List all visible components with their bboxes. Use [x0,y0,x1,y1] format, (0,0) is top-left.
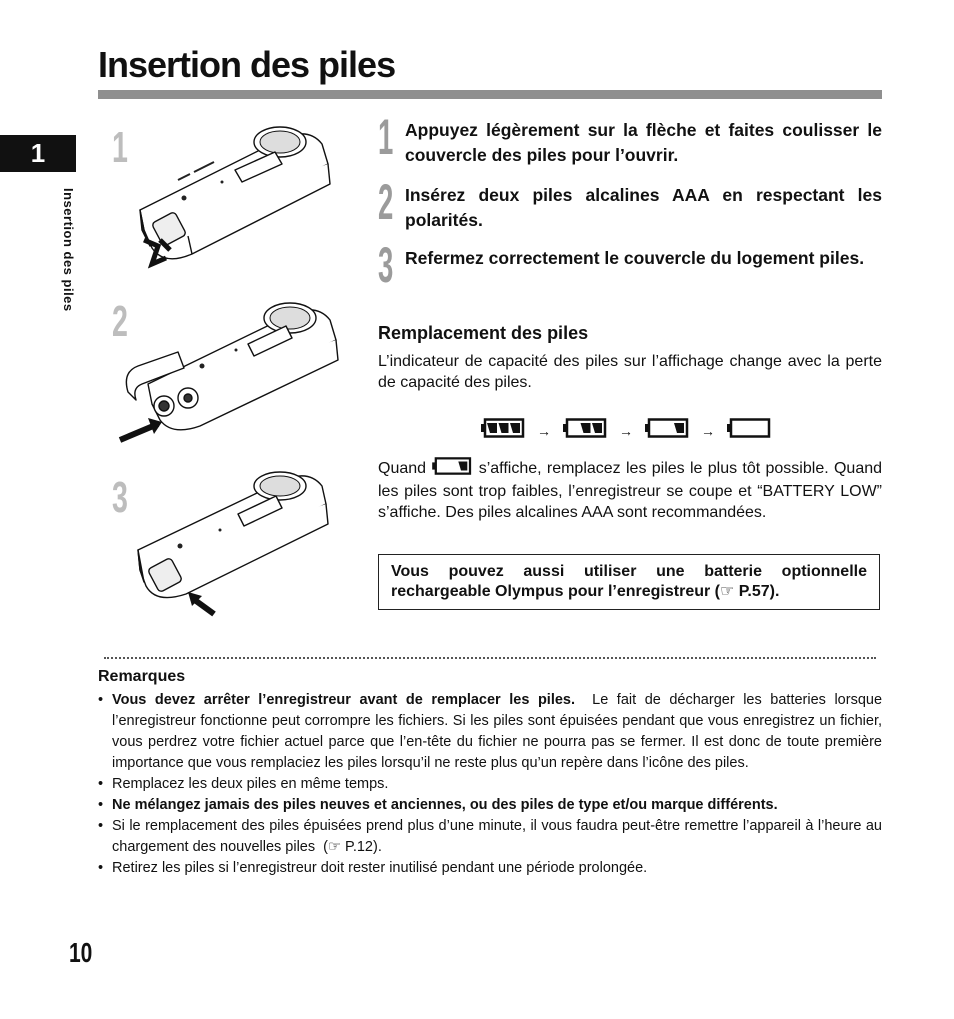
battery-empty-icon [727,418,771,443]
battery-level-sequence [481,418,771,443]
battery-insertion-illustration [118,288,353,453]
battery-two-thirds-icon [563,418,607,443]
title-rule [98,90,882,99]
low-battery-paragraph [378,457,882,523]
step-text: Insérez deux piles alcalines AAA en respectant les polarités. [405,185,882,230]
remarks-list [98,690,887,879]
arrow-icon: → [537,422,551,439]
remark-text: Le fait de décharger les batteries lorsque l’enregistreur fonctionne peut corrompre les fichiers. Si les piles sont épuisées pendant que vous enregistrez un fichier, vous perdrez votre fichier actuel parce que l’en-tête du fichier ne pourra pas se fermer. Il est donc de toute première importance que vous remplaciez les piles lorsqu’il ne reste plus qu’un repère dans l’icône des piles. [112,692,887,771]
battery-one-third-icon [645,418,689,443]
illustration-label-3: 3 [112,473,128,522]
replacement-intro: L’indicateur de capacité des piles sur l’affichage change avec la perte de capacité des piles. [378,353,882,391]
remark-text: Retirez les piles si l’enregistreur doit rester inutilisé pendant une période prolongée. [112,860,648,876]
reference-hand-icon: ☞ [719,583,735,600]
chapter-tab: 1 [0,135,76,172]
step-2 [378,174,882,233]
step-1 [378,109,882,168]
remark-item [98,690,887,774]
side-section-label: Insertion des piles [61,188,76,312]
page-title: Insertion des piles [98,44,396,85]
section-divider [104,657,876,659]
step-text: Appuyez légèrement sur la flèche et faites coulisser le couvercle des piles pour l’ouvrir. [405,120,882,165]
arrow-icon: → [619,422,633,439]
page-number: 10 [69,937,93,968]
step-number: 3 [378,237,394,293]
step-number: 1 [378,109,394,165]
remark-item [98,795,882,816]
remarks-title: Remarques [98,668,186,685]
replacement-heading: Remplacement des piles [378,323,589,343]
remark-item [98,774,882,795]
quand-prefix: Quand [378,460,427,477]
remark-item [98,858,882,879]
recorder-closed-illustration [130,468,340,623]
note-page-ref: P.57). [734,583,780,600]
remark-item [98,816,887,858]
recorder-opening-illustration [130,118,340,283]
note-text: Vous pouvez aussi utiliser une batterie optionnelle rechargeable Olympus pour l’enregistreur ( [391,563,867,600]
step-number: 2 [378,174,394,230]
arrow-icon: → [701,422,715,439]
step-text: Refermez correctement le couvercle du logement piles. [405,248,865,268]
remark-text: Remplacez les deux piles en même temps. [112,776,389,792]
illustration-label-1: 1 [112,123,128,172]
illustration-label-2: 2 [112,297,128,346]
remark-bold: Vous devez arrêter l’enregistreur avant de remplacer les piles. [112,692,576,708]
battery-full-icon [481,418,525,443]
remark-bold: Ne mélangez jamais des piles neuves et anciennes, ou des piles de type et/ou marque différents. [112,797,778,813]
quand-suffix: s’affiche, remplacez les piles le plus tôt possible. Quand les piles sont trop faibles, l’enregistreur se coupe et “BATTERY LOW” s’affiche. Des piles alcalines AAA sont recommandées. [378,460,883,521]
rechargeable-note-box [378,554,880,610]
step-3 [378,237,882,293]
battery-low-icon [431,457,473,481]
remark-text: Si le remplacement des piles épuisées prend plus d’une minute, il vous faudra peut-être remettre l’appareil à l’heure au chargement des nouvelles piles (☞ P.12). [112,818,887,855]
